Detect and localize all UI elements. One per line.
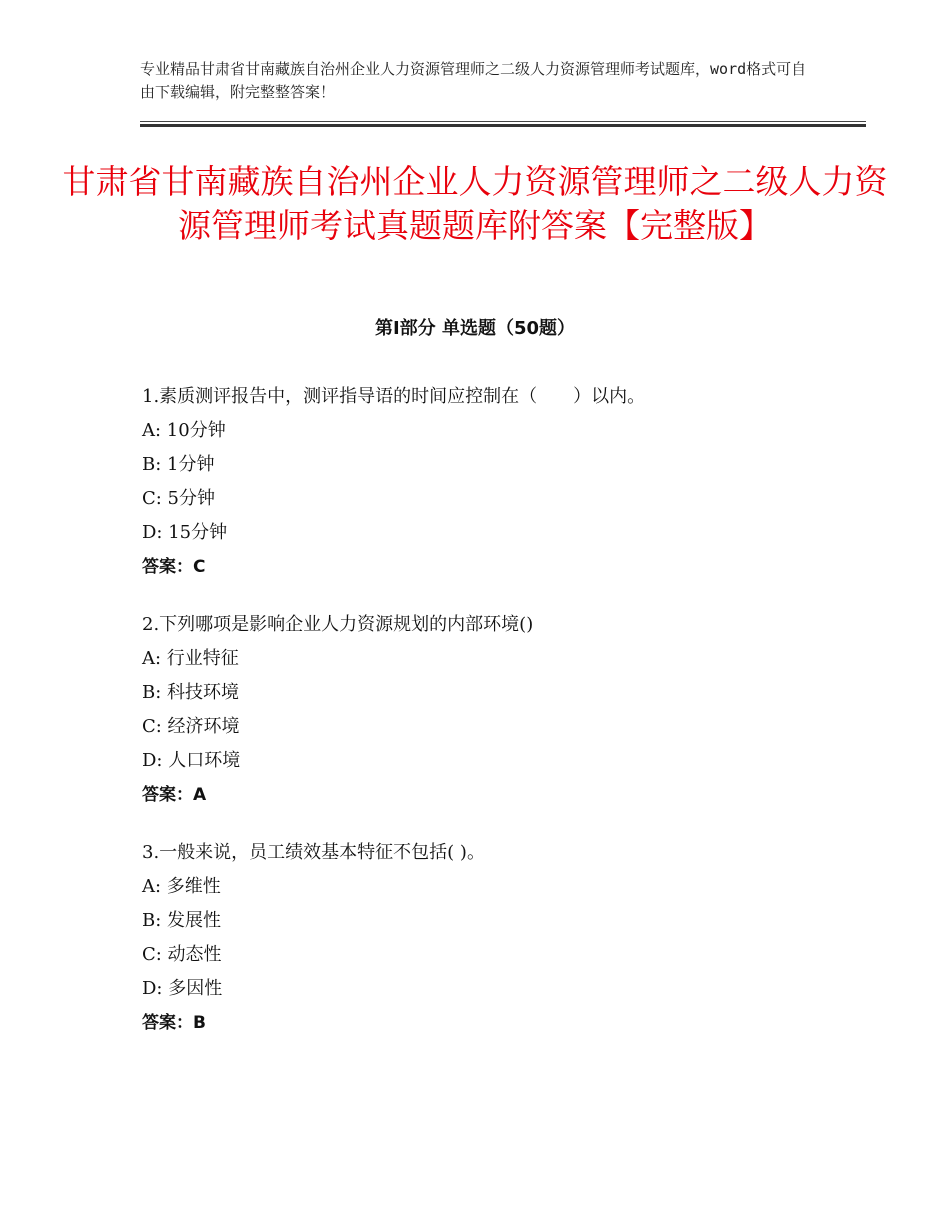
option-b: B: 科技环境 <box>142 682 240 703</box>
question-3 <box>142 836 862 1040</box>
question-stem: 2.下列哪项是影响企业人力资源规划的内部环境() <box>142 614 534 635</box>
option-c: C: 经济环境 <box>142 716 240 737</box>
option-d: D: 人口环境 <box>142 750 241 771</box>
option-a: A: 多维性 <box>142 876 221 897</box>
question-1 <box>142 380 862 584</box>
option-c: C: 5分钟 <box>142 488 216 509</box>
answer: 答案：A <box>142 785 207 805</box>
question-stem: 1.素质测评报告中，测评指导语的时间应控制在（ ）以内。 <box>142 386 646 407</box>
header-note: 专业精品甘肃省甘南藏族自治州企业人力资源管理师之二级人力资源管理师考试题库，word格式可自由下载编辑，附完整整答案！ <box>140 60 807 101</box>
option-a: A: 行业特征 <box>142 648 239 669</box>
header-rule-thick <box>140 124 866 127</box>
option-d: D: 15分钟 <box>142 522 228 543</box>
section-title: 第Ⅰ部分 单选题（50题） <box>374 318 575 339</box>
question-list <box>142 380 862 1064</box>
header-rule-thin <box>140 121 866 122</box>
document-title: 甘肃省甘南藏族自治州企业人力资源管理师之二级人力资源管理师考试真题题库附答案【完整版】 <box>62 162 888 245</box>
question-stem: 3.一般来说，员工绩效基本特征不包括( )。 <box>142 842 485 863</box>
option-d: D: 多因性 <box>142 978 223 999</box>
option-a: A: 10分钟 <box>142 420 226 441</box>
option-c: C: 动态性 <box>142 944 222 965</box>
answer: 答案：B <box>142 1013 206 1033</box>
answer: 答案：C <box>142 557 206 577</box>
option-b: B: 发展性 <box>142 910 222 931</box>
question-2 <box>142 608 862 812</box>
option-b: B: 1分钟 <box>142 454 215 475</box>
